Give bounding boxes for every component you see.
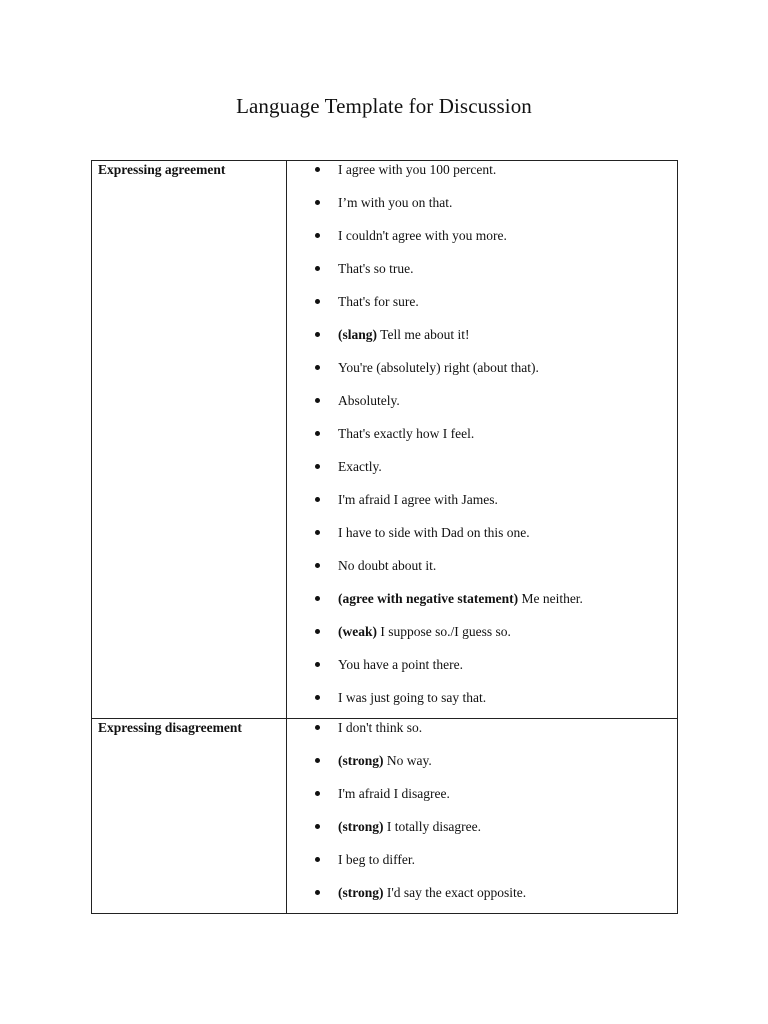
phrase-qualifier: (strong) [338, 885, 384, 900]
phrase-text: I couldn't agree with you more. [338, 228, 507, 243]
bullet-icon [315, 398, 320, 403]
phrase-item [287, 818, 677, 851]
phrase-qualifier: (slang) [338, 327, 378, 342]
phrase-text: I'm afraid I disagree. [338, 786, 450, 801]
phrase-list [287, 719, 677, 913]
phrase-text: Tell me about it! [377, 327, 470, 342]
phrase-text: That's for sure. [338, 294, 419, 309]
phrase-text: I'm afraid I agree with James. [338, 492, 498, 507]
phrase-qualifier: (agree with negative statement) [338, 591, 519, 606]
phrases-cell [287, 719, 678, 914]
bullet-icon [315, 200, 320, 205]
phrase-text: You have a point there. [338, 657, 463, 672]
phrase-item [287, 392, 677, 425]
bullet-icon [315, 890, 320, 895]
phrase-text: That's so true. [338, 261, 414, 276]
category-label: Expressing disagreement [98, 720, 242, 735]
bullet-icon [315, 596, 320, 601]
phrase-item [287, 458, 677, 491]
category-label: Expressing agreement [98, 162, 226, 177]
phrase-text: Me neither. [518, 591, 583, 606]
bullet-icon [315, 233, 320, 238]
phrase-text: I don't think so. [338, 720, 423, 735]
phrase-text: I beg to differ. [338, 852, 415, 867]
phrase-item [287, 719, 677, 752]
phrase-item [287, 689, 677, 718]
phrase-item [287, 623, 677, 656]
phrase-qualifier: (strong) [338, 819, 384, 834]
phrase-item [287, 557, 677, 590]
phrase-item [287, 227, 677, 260]
phrase-item [287, 752, 677, 785]
bullet-icon [315, 266, 320, 271]
phrase-item [287, 785, 677, 818]
phrase-text: I’m with you on that. [338, 195, 453, 210]
bullet-icon [315, 497, 320, 502]
phrase-list [287, 161, 677, 718]
phrase-item [287, 590, 677, 623]
bullet-icon [315, 431, 320, 436]
category-cell [92, 719, 287, 914]
phrase-item [287, 425, 677, 458]
bullet-icon [315, 695, 320, 700]
phrase-text: I totally disagree. [383, 819, 481, 834]
phrase-text: You're (absolutely) right (about that). [338, 360, 539, 375]
phrase-text: I suppose so./I guess so. [377, 624, 511, 639]
phrase-text: That's exactly how I feel. [338, 426, 475, 441]
bullet-icon [315, 758, 320, 763]
bullet-icon [315, 791, 320, 796]
bullet-icon [315, 563, 320, 568]
phrase-item [287, 194, 677, 227]
phrase-item [287, 326, 677, 359]
phrase-text: No way. [383, 753, 432, 768]
phrase-item [287, 491, 677, 524]
bullet-icon [315, 824, 320, 829]
phrase-qualifier: (strong) [338, 753, 384, 768]
bullet-icon [315, 167, 320, 172]
phrase-item [287, 884, 677, 913]
phrase-text: No doubt about it. [338, 558, 437, 573]
bullet-icon [315, 857, 320, 862]
bullet-icon [315, 725, 320, 730]
category-cell [92, 161, 287, 719]
phrase-item [287, 161, 677, 194]
bullet-icon [315, 629, 320, 634]
section-row [92, 161, 678, 719]
bullet-icon [315, 464, 320, 469]
bullet-icon [315, 299, 320, 304]
phrase-item [287, 293, 677, 326]
phrase-text: I was just going to say that. [338, 690, 487, 705]
bullet-icon [315, 662, 320, 667]
phrase-item [287, 524, 677, 557]
phrase-table [91, 160, 678, 914]
phrases-cell [287, 161, 678, 719]
phrase-item [287, 359, 677, 392]
bullet-icon [315, 530, 320, 535]
phrase-text: I'd say the exact opposite. [383, 885, 527, 900]
phrase-text: I have to side with Dad on this one. [338, 525, 530, 540]
bullet-icon [315, 365, 320, 370]
phrase-item [287, 260, 677, 293]
phrase-text: Exactly. [338, 459, 382, 474]
bullet-icon [315, 332, 320, 337]
section-row [92, 719, 678, 914]
phrase-text: Absolutely. [338, 393, 400, 408]
phrase-qualifier: (weak) [338, 624, 377, 639]
page-title: Language Template for Discussion [236, 94, 532, 118]
phrase-item [287, 851, 677, 884]
phrase-item [287, 656, 677, 689]
phrase-text: I agree with you 100 percent. [338, 162, 497, 177]
